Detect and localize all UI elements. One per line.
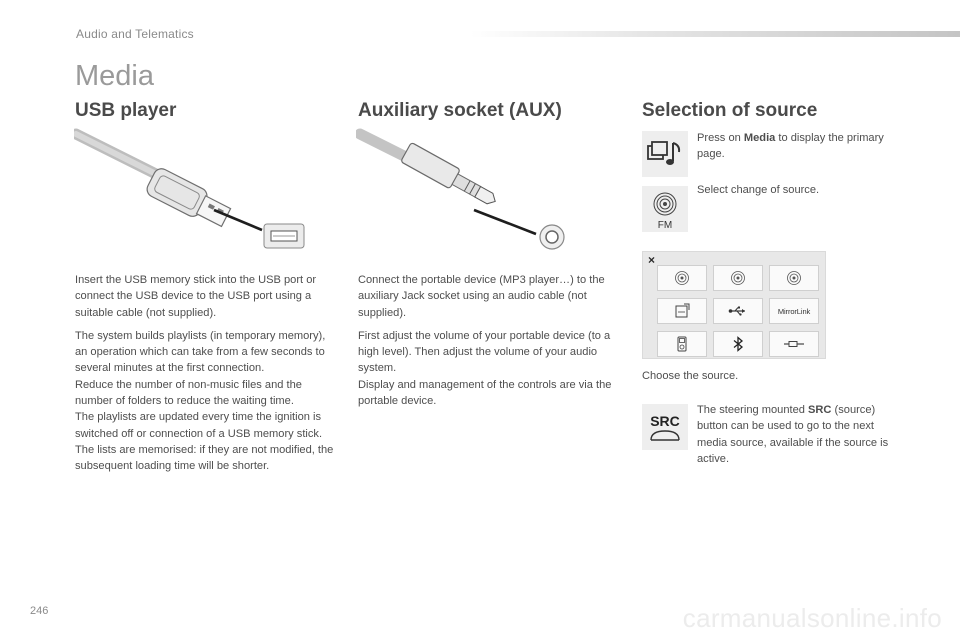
source-aux-button[interactable] [769,331,819,357]
radio-icon [674,270,690,286]
src-keyword: SRC [808,404,832,416]
aux-paragraph-controls: Display and management of the controls are via the portable device. [358,378,612,408]
source-radio-3-button[interactable] [769,265,819,291]
src-suffix: (source) button can be used to go to the next media source, available if the source is active. [697,404,889,465]
usb-paragraph-reduce: Reduce the number of non-music files and the number of folders to reduce the waiting time. [75,378,302,408]
ipod-icon [676,336,688,352]
usb-player-heading: USB player [75,100,177,121]
usb-paragraph-playlists: The system builds playlists (in temporary memory), an operation which can take from a few seconds to several minutes at the first connection. [75,329,326,375]
source-bluetooth-button[interactable] [713,331,763,357]
aux-jack-illustration [356,128,572,254]
aux-paragraph-volume: First adjust the volume of your portable device (to a high level). Then adjust the volume of your audio system. [358,329,611,375]
usb-illustration [74,128,314,254]
src-label: SRC [650,413,680,429]
src-instruction [697,402,907,467]
header-rule [470,31,960,37]
source-ipod-button[interactable] [657,331,707,357]
tablet-icon [673,303,691,319]
media-icon [642,131,688,177]
media-button-icon-box [642,131,688,177]
watermark: carmanualsonline.info [682,603,942,633]
aux-socket-heading: Auxiliary socket (AUX) [358,100,562,121]
close-icon[interactable]: × [648,253,656,267]
aux-paragraph-connect: Connect the portable device (MP3 player…) to the auxiliary Jack socket using an audio cable (not supplied). [358,274,605,319]
fm-label: FM [657,220,673,231]
src-prefix: The steering mounted [697,404,809,416]
src-button-icon-box [642,404,688,450]
aux-instructions [358,272,624,416]
media-instruction [697,130,887,163]
source-media-button[interactable] [657,298,707,324]
source-selection-panel [642,251,826,359]
page-number: 246 [30,605,49,617]
mirrorlink-icon: MirrorLink [777,306,811,316]
media-suffix: to display the primary page. [697,132,884,161]
fm-button-icon-box [642,186,688,232]
usb-instructions [75,272,337,482]
select-source-instruction: Select change of source. [697,184,820,196]
source-radio-1-button[interactable] [657,265,707,291]
bluetooth-icon [732,336,744,352]
page-title: Media [75,60,154,92]
fm-radio-icon [642,186,688,232]
usb-paragraph-connect: Insert the USB memory stick into the USB port or connect the USB device to the USB port using a suitable cable (not supplied). [75,274,317,319]
source-selection-heading: Selection of source [642,100,818,121]
media-keyword: Media [743,132,776,144]
source-mirrorlink-button[interactable] [769,298,819,324]
src-steering-icon [642,404,688,450]
choose-source-instruction: Choose the source. [642,370,739,382]
section-header: Audio and Telematics [76,27,194,41]
source-radio-2-button[interactable] [713,265,763,291]
usb-paragraph-updates: The playlists are updated every time the ignition is switched off or connection of a USB memory stick. The lists are memorised: if they are not modified, the subsequent loading time will be shorter. [75,411,334,473]
radio-icon [730,270,746,286]
source-usb-button[interactable] [713,298,763,324]
usb-icon [728,305,748,317]
aux-jack-icon [783,339,805,349]
radio-icon [786,270,802,286]
media-prefix: Press on [697,132,744,144]
